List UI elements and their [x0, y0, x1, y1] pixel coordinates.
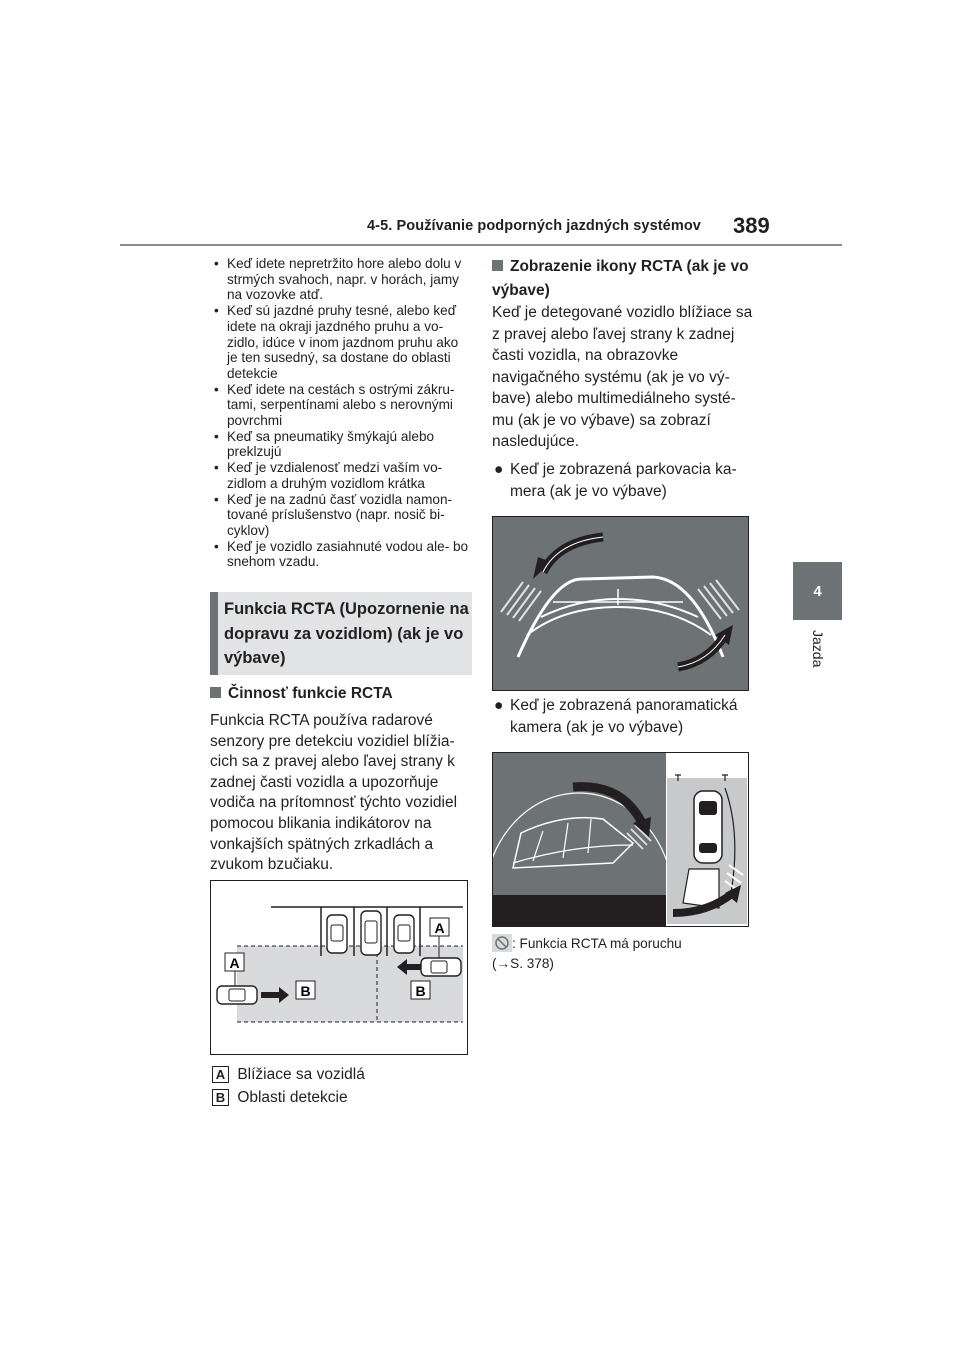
- list-item: • Keď je na zadnú časť vozidla namon- tované príslušenstvo (napr. nosič bi- cyklov): [210, 492, 472, 539]
- chapter-number: 4: [813, 582, 822, 600]
- approaching-car-icon: [217, 986, 257, 1004]
- label-a-left: A: [229, 955, 240, 971]
- square-bullet-icon: [492, 260, 503, 271]
- list-item: • Keď je vzdialenosť medzi vaším vo- zidlom a druhým vozidlom krátka: [210, 460, 472, 491]
- top-view-car-icon: [694, 791, 722, 863]
- legend-text: Blížiace sa vozidlá: [237, 1066, 365, 1083]
- bullet-dot-icon: ●: [494, 697, 504, 714]
- label-b-right: B: [415, 983, 426, 999]
- rcta-detection-diagram: [210, 880, 468, 1055]
- section-heading: Funkcia RCTA (Upozornenie na dopravu za vozidlom) (ak je vo výbave): [224, 600, 469, 667]
- parked-car-icon: [361, 911, 381, 955]
- list-item: • Keď je vozidlo zasiahnuté vodou ale- bo snehom vzadu.: [210, 539, 472, 570]
- page-reference[interactable]: (→S. 378): [492, 956, 554, 971]
- rcta-icon-description: Keď je detegované vozidlo blížiace sa z pravej alebo ľavej strany k zadnej časti vozidla, na obrazovke navigačného systému (ak je vo vý- bave) alebo multimediálneho systé- mu (ak je vo výbave) sa zobrazí nasledujúce.: [492, 304, 753, 450]
- list-item: • Keď idete na cestách s ostrými zákru- tami, serpentínami alebo s nerovnými povrchmi: [210, 382, 472, 429]
- header-divider: [120, 244, 842, 246]
- parked-car-icon: [394, 915, 414, 953]
- square-bullet-icon: [210, 687, 221, 698]
- parked-car-icon: [327, 915, 347, 953]
- list-item: • Keď sa pneumatiky šmýkajú alebo preklzujú: [210, 429, 472, 460]
- parking-camera-screen: [492, 516, 749, 691]
- approach-arrow-bottom-icon: [678, 635, 725, 667]
- legend-text: Oblasti detekcie: [237, 1089, 348, 1106]
- label-a-right: A: [434, 920, 445, 936]
- section-heading-box: [210, 592, 472, 675]
- chapter-label: Jazda: [810, 630, 826, 668]
- rcta-fault-note: : Funkcia RCTA má poruchu (→S. 378): [492, 936, 682, 971]
- subheading-rcta-icon: Zobrazenie ikony RCTA (ak je vo výbave): [492, 258, 749, 299]
- condition-list: [210, 256, 472, 570]
- parking-camera-illustration: [493, 517, 748, 690]
- chapter-tab: [793, 562, 842, 620]
- approach-arrow-top-icon: [543, 537, 603, 572]
- rcta-description: Funkcia RCTA používa radarové senzory pre detekciu vozidiel blížia- cich sa z pravej alebo ľavej strany k zadnej časti vozidla a upozorňuje vodiča na prítomnosť týchto vozidiel pomocou blikania indikátorov na vonkajších spätných zrkadlách a zvukom bzučiaku.: [210, 712, 458, 874]
- sensor-waves-left-icon: [501, 582, 541, 621]
- approaching-car-icon: [421, 958, 461, 976]
- list-item: • Keď sú jazdné pruhy tesné, alebo keď idete na okraji jazdného pruhu a vo- zidlo, idúce v inom jazdnom pruhu ako je ten susedný, sa dostane do oblasti detekcie: [210, 303, 472, 382]
- legend-key: B: [212, 1089, 229, 1106]
- subheading-rcta-operation: Činnosť funkcie RCTA: [210, 685, 472, 703]
- panoramic-camera-screen: [492, 752, 749, 927]
- legend-item-b: [212, 1089, 348, 1107]
- list-item: • Keď idete nepretržito hore alebo dolu v strmých svahoch, napr. v horách, jamy na vozovke atď.: [210, 256, 472, 303]
- legend-key: A: [212, 1066, 229, 1083]
- sensor-waves-right-icon: [698, 580, 739, 619]
- panoramic-camera-illustration: [493, 753, 748, 926]
- panoramic-camera-item: ● Keď je zobrazená panoramatická kamera (ak je vo výbave): [494, 697, 738, 736]
- legend-item-a: [212, 1066, 365, 1084]
- bullet-dot-icon: ●: [494, 461, 504, 478]
- parking-camera-item: ● Keď je zobrazená parkovacia ka- mera (ak je vo výbave): [494, 461, 737, 500]
- parking-lot-illustration: [211, 881, 467, 1054]
- heading-accent-bar: [210, 592, 218, 675]
- page-number: 389: [733, 213, 770, 238]
- section-title: 4-5. Používanie podporných jazdných systémov: [367, 218, 701, 234]
- label-b-left: B: [300, 983, 311, 999]
- rcta-fault-icon: [492, 934, 512, 952]
